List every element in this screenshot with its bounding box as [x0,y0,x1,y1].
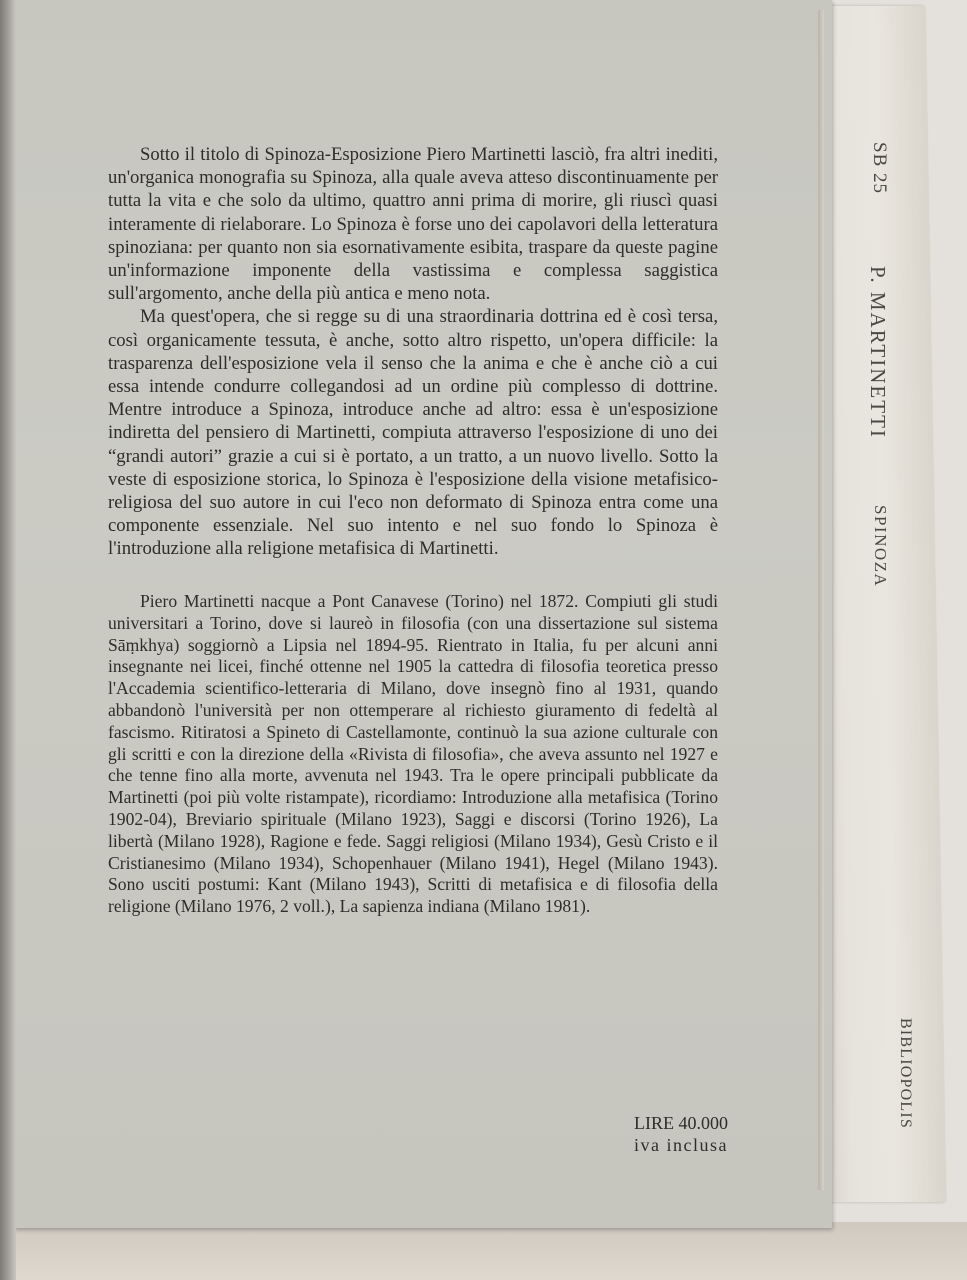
table-surface [0,1222,967,1280]
blurb-text [108,143,718,561]
blurb-paragraph-1: Sotto il titolo di Spinoza-Esposizione Piero Martinetti lasciò, fra altri inediti, un'organica monografia su Spinoza, alla quale aveva atteso discontinuamente per tutta la vita e che solo da ultimo, quattro anni prima di morire, gli riuscì quasi interamente di rielaborare. Lo Spinoza è forse uno dei capolavori della letteratura spinoziana: per quanto non sia esornativamente esibita, traspare da queste pagine un'informazione imponente della vastissima e complessa saggistica sull'argomento, anche della più antica e meno nota. [108,144,718,305]
left-shadow [0,0,16,1280]
spine-author: P. MARTINETTI [866,266,890,439]
biography-paragraph: Piero Martinetti nacque a Pont Canavese (Torino) nel 1872. Compiuti gli studi universitari a Torino, dove si laureò in filosofia (con una dissertazione sul sistema Sāṃkhya) soggiornò a Lipsia nel 1894-95. Rientrato in Italia, fu per alcuni anni insegnante nei licei, finché ottenne nel 1905 la cattedra di filosofia teoretica presso l'Accademia scientifico-letteraria di Milano, dove insegnò fino al 1931, quando abbandonò l'università per non ottemperare al richiesto giuramento di fedeltà al fascismo. Ritiratosi a Spineto di Castellamonte, continuò la sua azione culturale con gli scritti e con la direzione della «Rivista di filosofia», che aveva assunto nel 1927 e che tenne fino alla morte, avvenuta nel 1943. Tra le opere principali pubblicate da Martinetti (poi più volte ristampate), ricordiamo: Introduzione alla metafisica (Torino 1902-04), Breviario spirituale (Milano 1923), Saggi e discorsi (Torino 1926), La libertà (Milano 1928), Ragione e fede. Saggi religiosi (Milano 1934), Gesù Cristo e il Cristianesimo (Milano 1934), Schopenhauer (Milano 1941), Hegel (Milano 1943). Sono usciti postumi: Kant (Milano 1943), Scritti di metafisica e di filosofia della religione (Milano 1976, 2 voll.), La sapienza indiana (Milano 1981). [108,591,718,917]
price-amount: LIRE 40.000 [634,1113,728,1133]
price-note: iva inclusa [634,1135,728,1155]
author-biography [108,591,718,918]
spine-fold [818,10,824,1190]
spine-title: SPINOZA [871,505,890,588]
blurb-paragraph-2: Ma quest'opera, che si regge su di una straordinaria dottrina ed è così tersa, così organicamente tessuta, è anche, sotto altro rispetto, un'opera difficile: la trasparenza dell'esposizione vela il senso che la anima e che è anche ciò a cui essa intende condurre collegandosi ad un ordine più complesso di dottrine. Mentre introduce a Spinoza, introduce anche ad altro: essa è un'esposizione indiretta del pensiero di Martinetti, compiuta attraverso l'esposizione di uno dei “grandi autori” grazie a cui si è portato, a un tratto, a un nuovo livello. Sotto la veste di esposizione storica, lo Spinoza è l'esposizione della visione metafisico-religiosa del suo autore in cui l'eco non deformato di Spinoza entra come una componente essenziale. Nel suo intento e nel suo fondo lo Spinoza è l'introduzione alla religione metafisica di Martinetti. [108,306,718,560]
spine-publisher: BIBLIOPOLIS [897,1018,914,1129]
spine-series-code: SB 25 [869,142,890,194]
price-label [634,1112,728,1156]
